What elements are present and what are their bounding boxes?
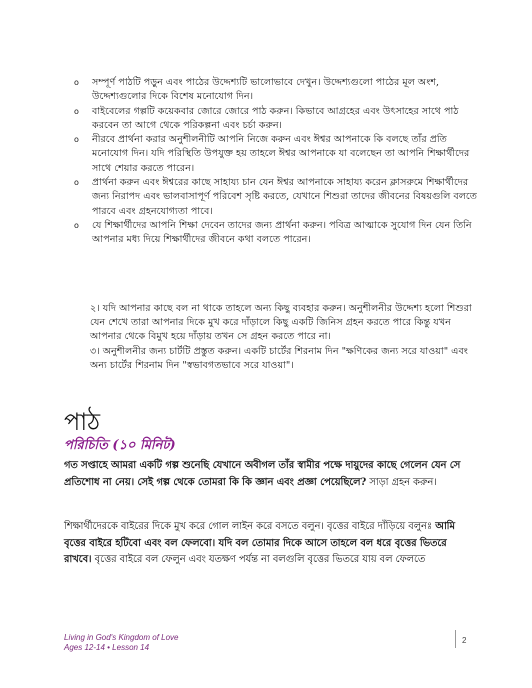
footer-title xyxy=(64,633,178,653)
numbered-instructions xyxy=(90,302,482,373)
activity-spoken-text: আমি বৃত্তের বাইরে হটিবো এবং বল ফেলবো। যদি বল তোমার দিকে আসে তাহলে বল ধরে বৃত্তের ভিতরে রাখবে। xyxy=(64,521,455,565)
list-item-text: প্রার্থনা করুন এবং ঈশ্বরের কাছে সাহায্য চান যেন ঈশ্বর আপনাকে সাহায্য করেন ক্লাসরুমে শিক্ষার্থীদের জন্য নিরাপদ এবং ভালবাসাপূর্ণ পরিবেশ সৃষ্টি করতে, যেখানে শিশুরা তাদের জীবনের বিষয়গুলি বলতে পারবে এবং গ্রহনযোগ্যতা পাবে। xyxy=(92,177,477,217)
list-item-text: বাইবেলের গল্পটি কয়েকবার জোরে জোরে পাঠ করুন। কিভাবে আগ্রহের এবং উৎসাহের সাথে পাঠ করবেন তা আগে থেকে পরিকল্পনা এবং চর্চা করুন। xyxy=(92,105,459,131)
list-item-text: সম্পূর্ণ পাঠটি পড়ুন এবং পাঠের উদ্দেশ্যটি ভালোভাবে দেখুন। উদ্দেশ্যগুলো পাঠের মূল অংশ, উদ্দেশ্যগুলোর দিকে বিশেষ মনোযোগ দিন। xyxy=(92,77,440,103)
introduction-question: গত সপ্তাহে আমরা একটি গল্প শুনেছি যেখানে অবীগল তাঁর স্বামীর পক্ষে দায়ুদের কাছে গেলেন যেন সে প্রতিশোধ না নেয়। সেই গল্প থেকে তোমরা কি কি জ্ঞান এবং প্রজ্ঞা পেয়েছিলে? xyxy=(64,460,461,488)
circle-bullet-icon: o xyxy=(74,178,79,188)
list-item xyxy=(74,105,477,134)
list-item xyxy=(74,133,477,176)
circle-bullet-icon: o xyxy=(74,135,79,145)
footer-divider xyxy=(455,630,456,648)
activity-text-start: শিক্ষার্থীদেরকে বাইরের দিকে মুখ করে গোল লাইন করে বসতে বলুন। বৃত্তের বাইরে দাঁড়িয়ে বলুনঃ xyxy=(64,521,436,532)
instruction-3: ৩। অনুশীলনীর জন্য চার্টটি প্রস্তুত করুন। একটি চার্টের শিরনাম দিন "ক্ষণিকের জন্য সরে যাওয়া" এবং অন্য চার্টের শিরনাম দিন "স্বভাবগতভাবে সরে যাওয়া"। xyxy=(90,345,468,371)
list-item xyxy=(74,76,477,105)
list-item xyxy=(74,176,477,219)
circle-bullet-icon: o xyxy=(74,106,79,116)
circle-bullet-icon: o xyxy=(74,220,79,230)
circle-bullet-icon: o xyxy=(74,78,79,87)
introduction-instruction: সাড়া গ্রহন করুন। xyxy=(366,476,437,488)
footer-lesson: Ages 12-14 • Lesson 14 xyxy=(64,643,150,652)
instruction-2: ২। যদি আপনার কাছে বল না থাকে তাহলে অন্য কিছু ব্যবহার করুন। অনুশীলনীর উদ্দেশ্য হলো শিশুরা যেন শেখে তারা আপনার দিকে মুখ করে দাঁড়ালে কিছু একটি জিনিস গ্রহন করতে পারে কিন্তু যখন আপনার থেকে বিমুখ হয়ে দাঁড়ায় তখন সে গ্রহন করতে পারে না। xyxy=(90,303,472,343)
activity-paragraph xyxy=(64,519,468,569)
section-title: পাঠ xyxy=(64,408,101,436)
activity-text-end: বৃত্তের বাইরে বল ফেলুন এবং যতক্ষণ পর্যন্ত না বলগুলি বৃত্তের ভিতরে যায় বল ফেলতে xyxy=(91,554,426,565)
preparation-list xyxy=(74,76,477,248)
list-item-text: নীরবে প্রার্থনা করার অনুশীলনীটি আপনি নিজে করুন এবং ঈশ্বর আপনাকে কি বলছে তাঁর প্রতি মনোযোগ দিন। যদি পরিস্থিতি উপযুক্ত হয় তাহলে ঈশ্বর আপনাকে যা বলেছেন তা আপনি শিক্ষার্থীদের সাথে শেয়ার করতে পারেন। xyxy=(92,134,470,174)
footer-series: Living in God's Kingdom of Love xyxy=(64,633,179,642)
introduction-paragraph xyxy=(64,458,468,491)
list-item-text: যে শিক্ষার্থীদের আপনি শিক্ষা দেবেন তাদের জন্য প্রার্থনা করুন। পবিত্র আত্মাকে সুযোগ দিন যেন তিনি আপনার মধ্য দিয়ে শিক্ষার্থীদের জীবনে কথা বলতে পারেন। xyxy=(92,219,472,246)
introduction-heading: পরিচিতি (১০ মিনিট) xyxy=(64,438,176,453)
page-number: 2 xyxy=(462,636,467,645)
list-item xyxy=(74,219,477,248)
